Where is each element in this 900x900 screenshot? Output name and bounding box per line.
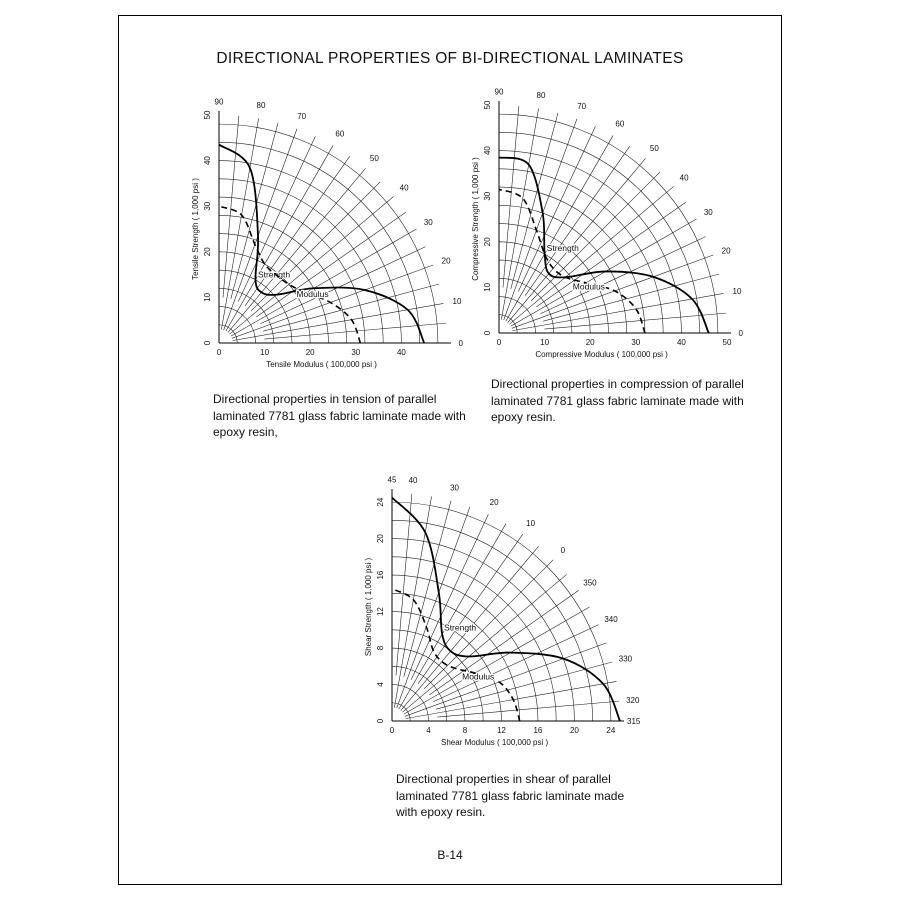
angle-label: 50 bbox=[649, 143, 659, 153]
compression-caption: Directional properties in compression of parallel laminated 7781 glass fabric laminate made with epoxy resin. bbox=[491, 377, 744, 424]
angle-label: 350 bbox=[583, 578, 597, 588]
grid-spoke bbox=[263, 284, 439, 331]
angle-label: 10 bbox=[732, 287, 742, 297]
strength-label: Strength bbox=[546, 242, 579, 253]
y-tick-label: 30 bbox=[203, 201, 212, 211]
x-tick-label: 8 bbox=[462, 726, 468, 735]
y-tick-label: 10 bbox=[483, 282, 492, 292]
angle-label: 30 bbox=[703, 208, 713, 218]
grid-spoke bbox=[509, 186, 673, 324]
modulus-label: Modulus bbox=[572, 281, 605, 292]
angle-label: 40 bbox=[408, 476, 418, 486]
x-tick-label: 0 bbox=[496, 338, 502, 347]
y-tick-label: 10 bbox=[203, 292, 212, 302]
x-tick-label: 30 bbox=[631, 338, 641, 347]
angle-label: 70 bbox=[297, 111, 307, 121]
grid-spoke bbox=[404, 501, 451, 677]
y-tick-label: 50 bbox=[483, 100, 492, 110]
grid-spoke bbox=[229, 196, 393, 334]
grid-spoke bbox=[224, 129, 297, 330]
grid-spoke bbox=[544, 313, 726, 329]
strength-label: Strength bbox=[257, 269, 291, 280]
x-tick-label: 0 bbox=[216, 348, 222, 357]
grid-spoke bbox=[511, 113, 558, 289]
angle-label: 0 bbox=[738, 329, 743, 338]
grid-spoke bbox=[223, 116, 239, 298]
x-tick-label: 20 bbox=[569, 726, 579, 735]
x-tick-label: 12 bbox=[496, 726, 506, 735]
y-tick-label: 20 bbox=[203, 247, 212, 257]
grid-spoke bbox=[228, 168, 366, 332]
angle-label: 0 bbox=[560, 546, 566, 556]
angle-label: 20 bbox=[489, 497, 499, 507]
angle-label: 60 bbox=[615, 119, 625, 129]
angle-label: 315 bbox=[627, 717, 641, 726]
angle-label: 330 bbox=[618, 654, 633, 664]
y-axis-title: Tensile Strength ( 1,000 psi ) bbox=[191, 178, 200, 280]
angle-label: 10 bbox=[452, 297, 462, 307]
angle-label: 90 bbox=[214, 97, 224, 107]
x-tick-label: 30 bbox=[351, 348, 361, 357]
x-tick-label: 24 bbox=[606, 726, 616, 735]
angle-label: 80 bbox=[536, 90, 546, 100]
y-tick-label: 0 bbox=[203, 340, 212, 346]
angle-label: 0 bbox=[458, 339, 463, 348]
y-tick-label: 0 bbox=[483, 330, 492, 336]
y-axis-title: Shear Strength ( 1,000 psi ) bbox=[364, 557, 373, 657]
x-tick-label: 4 bbox=[426, 726, 431, 735]
y-tick-label: 24 bbox=[376, 497, 385, 507]
y-tick-label: 0 bbox=[376, 718, 385, 724]
grid-spoke bbox=[404, 607, 590, 714]
y-tick-label: 12 bbox=[376, 607, 385, 617]
x-axis-title: Shear Modulus ( 100,000 psi ) bbox=[441, 738, 549, 747]
x-axis-title: Tensile Modulus ( 100,000 psi ) bbox=[266, 360, 377, 369]
grid-spoke bbox=[405, 643, 606, 716]
angle-label: 10 bbox=[526, 519, 536, 529]
angle-label: 70 bbox=[577, 101, 587, 111]
tension-polar-chart bbox=[185, 97, 463, 373]
x-tick-label: 0 bbox=[389, 726, 395, 735]
grid-spoke bbox=[504, 119, 577, 320]
grid-spoke bbox=[506, 136, 613, 322]
angle-label: 80 bbox=[256, 100, 266, 110]
x-tick-label: 10 bbox=[540, 338, 550, 347]
y-tick-label: 8 bbox=[376, 645, 385, 651]
angle-label: 45 bbox=[387, 475, 397, 485]
modulus-label: Modulus bbox=[462, 671, 495, 682]
y-tick-label: 40 bbox=[203, 156, 212, 166]
x-tick-label: 50 bbox=[722, 338, 732, 347]
page-title: DIRECTIONAL PROPERTIES OF BI-DIRECTIONAL LAMINATES bbox=[216, 50, 684, 67]
modulus-label: Modulus bbox=[296, 289, 329, 300]
shear-caption: Directional properties in shear of parallel laminated 7781 glass fabric laminate made with epoxy resin. bbox=[396, 772, 625, 819]
grid-spoke bbox=[543, 274, 719, 321]
angle-label: 340 bbox=[604, 614, 618, 624]
y-tick-label: 20 bbox=[376, 534, 385, 544]
y-tick-label: 40 bbox=[483, 146, 492, 156]
angle-label: 40 bbox=[679, 173, 689, 183]
x-tick-label: 40 bbox=[676, 338, 686, 347]
grid-spoke bbox=[396, 494, 412, 676]
angle-label: 30 bbox=[423, 218, 433, 228]
strength-label: Strength bbox=[444, 622, 477, 633]
x-tick-label: 20 bbox=[585, 338, 595, 347]
y-tick-label: 50 bbox=[203, 110, 212, 120]
angle-label: 20 bbox=[721, 246, 731, 256]
angle-label: 90 bbox=[494, 87, 504, 97]
tension-caption: Directional properties in tension of parallel laminated 7781 glass fabric laminate made with epoxy resin, bbox=[213, 392, 466, 439]
page-number: B-14 bbox=[437, 848, 463, 862]
grid-spoke bbox=[226, 146, 333, 332]
y-tick-label: 16 bbox=[376, 570, 385, 580]
y-tick-label: 30 bbox=[483, 191, 492, 201]
angle-label: 320 bbox=[626, 695, 640, 705]
grid-spoke bbox=[402, 574, 566, 712]
angle-label: 60 bbox=[335, 129, 345, 139]
compression-polar-chart bbox=[465, 87, 743, 363]
x-tick-label: 40 bbox=[396, 348, 406, 357]
angle-label: 50 bbox=[369, 153, 379, 163]
y-tick-label: 20 bbox=[483, 237, 492, 247]
x-tick-label: 20 bbox=[305, 348, 315, 357]
y-axis-title: Compressive Strength ( 1,000 psi ) bbox=[471, 157, 480, 281]
grid-spoke bbox=[437, 701, 619, 717]
angle-label: 20 bbox=[441, 256, 451, 266]
angle-label: 30 bbox=[450, 483, 460, 493]
grid-spoke bbox=[397, 507, 470, 708]
grid-spoke bbox=[503, 106, 519, 288]
x-tick-label: 10 bbox=[260, 348, 270, 357]
shear-polar-chart bbox=[350, 473, 650, 753]
y-tick-label: 4 bbox=[376, 682, 385, 687]
x-tick-label: 16 bbox=[533, 726, 543, 735]
angle-label: 40 bbox=[399, 183, 409, 193]
x-axis-title: Compressive Modulus ( 100,000 psi ) bbox=[535, 350, 668, 359]
grid-spoke bbox=[511, 219, 697, 326]
